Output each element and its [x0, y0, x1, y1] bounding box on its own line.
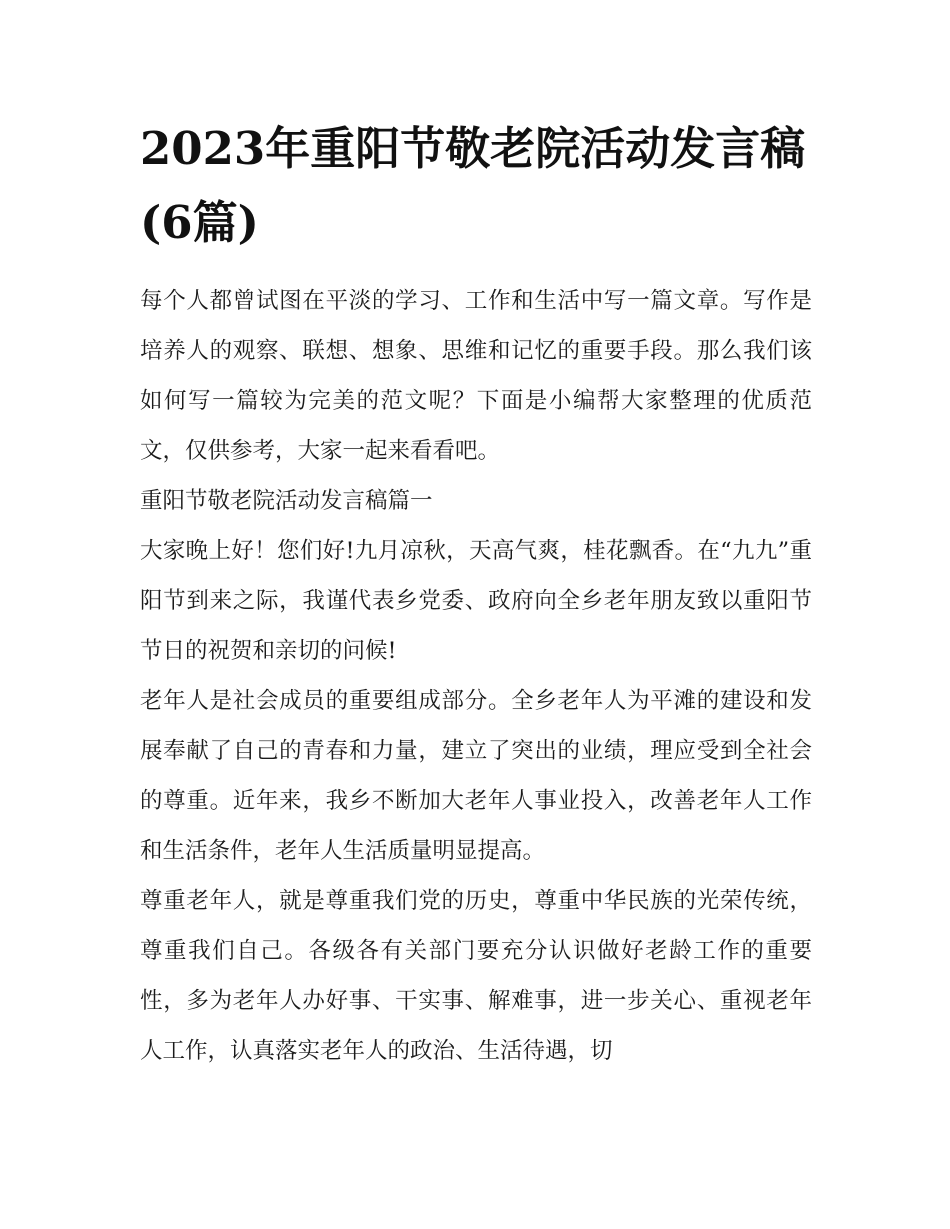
section-heading: 重阳节敬老院活动发言稿篇一 [140, 488, 433, 514]
greeting-paragraph: 大家晚上好！您们好!九月凉秋，天高气爽，桂花飘香。在“九九”重阳节到来之际，我谨代表乡党委、政府向全乡老年朋友致以重阳节节日的祝贺和亲切的问候! [140, 538, 812, 664]
body-paragraph: 老年人是社会成员的重要组成部分。全乡老年人为平滩的建设和发展奉献了自己的青春和力量，建立了突出的业绩，理应受到全社会的尊重。近年来，我乡不断加大老年人事业投入，改善老年人工作和生活条件，老年人生活质量明显提高。 [140, 688, 812, 864]
document-body [140, 276, 812, 1076]
intro-paragraph: 每个人都曾试图在平淡的学习、工作和生活中写一篇文章。写作是培养人的观察、联想、想象、思维和记忆的重要手段。那么我们该如何写一篇较为完美的范文呢？下面是小编帮大家整理的优质范文，仅供参考，大家一起来看看吧。 [140, 288, 812, 464]
document-title: 2023年重阳节敬老院活动发言稿(6篇) [140, 122, 806, 249]
body-paragraph: 尊重老年人，就是尊重我们党的历史，尊重中华民族的光荣传统，尊重我们自己。各级各有关部门要充分认识做好老龄工作的重要性，多为老年人办好事、干实事、解难事，进一步关心、重视老年人工作，认真落实老年人的政治、生活待遇，切 [140, 888, 812, 1064]
